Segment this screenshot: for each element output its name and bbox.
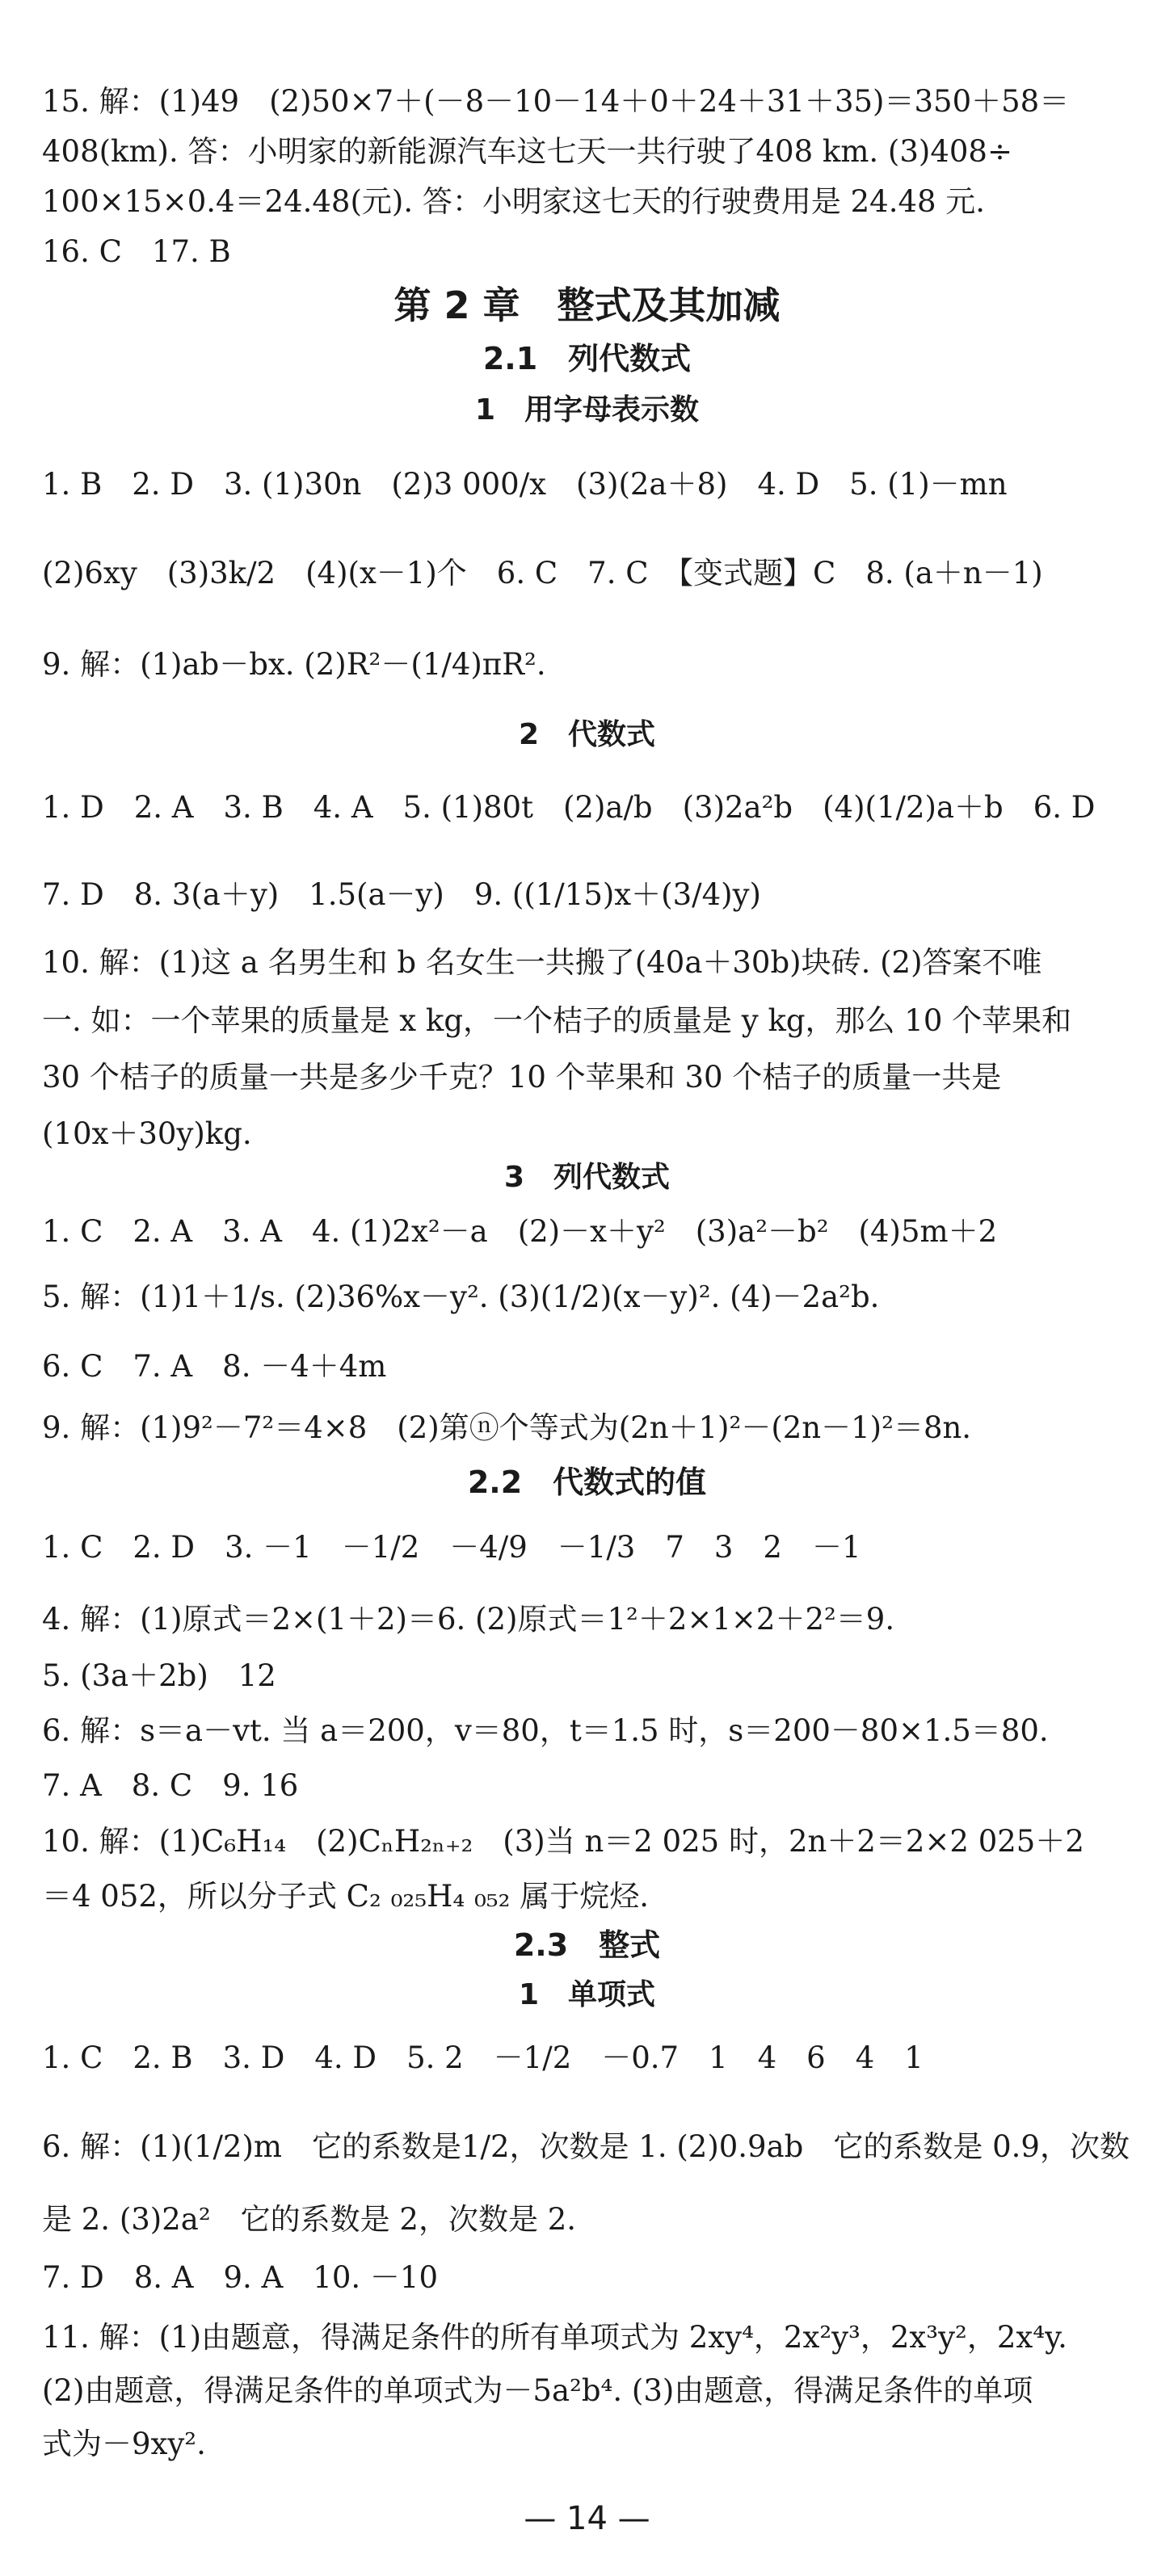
- answer-line: (10x＋30y)kg.: [42, 1116, 252, 1151]
- answer-line: 9. 解：(1)9²－7²＝4×8 (2)第ⓝ个等式为(2n＋1)²－(2n－1)²＝8n.: [42, 1410, 972, 1445]
- answer-line: 5. 解：(1)1＋1/s. (2)36%x－y². (3)(1/2)(x－y)². (4)－2a²b.: [42, 1280, 880, 1314]
- answer-line: 6. 解：s＝a－vt. 当 a＝200，v＝80，t＝1.5 时，s＝200－80×1.5＝80.: [42, 1713, 1049, 1748]
- answer-line: 是 2. (3)2a² 它的系数是 2，次数是 2.: [42, 2202, 577, 2237]
- subsection-heading: 1 单项式: [518, 1978, 656, 2011]
- section-heading: 2.1 列代数式: [482, 341, 692, 376]
- answer-line: (2)6xy (3)3k/2 (4)(x－1)个 6. C 7. C 【变式题】C 8. (a＋n－1): [42, 556, 1043, 590]
- answer-line: 一. 如：一个苹果的质量是 x kg，一个桔子的质量是 y kg，那么 10 个苹果和: [42, 1003, 1072, 1038]
- answer-line: 1. B 2. D 3. (1)30n (2)3 000/x (3)(2a＋8) 4. D 5. (1)－mn: [42, 467, 1008, 502]
- answer-line: 7. D 8. A 9. A 10. －10: [42, 2260, 438, 2295]
- answer-line: 式为－9xy².: [42, 2427, 206, 2461]
- section-heading: 2.2 代数式的值: [467, 1464, 707, 1500]
- subsection-heading: 3 列代数式: [503, 1161, 671, 1194]
- answer-line: 9. 解：(1)ab－bx. (2)R²－(1/4)πR².: [42, 647, 546, 682]
- chapter-heading: 第 2 章 整式及其加减: [393, 284, 781, 327]
- answer-line: 10. 解：(1)这 a 名男生和 b 名女生一共搬了(40a＋30b)块砖. (2)答案不唯: [42, 945, 1042, 980]
- section-heading: 2.3 整式: [513, 1927, 661, 1963]
- answer-line: 6. C 7. A 8. －4＋4m: [42, 1349, 387, 1384]
- answer-line: 10. 解：(1)C₆H₁₄ (2)CₙH₂ₙ₊₂ (3)当 n＝2 025 时，2n＋2＝2×2 025＋2: [42, 1824, 1084, 1859]
- page-number: — 14 —: [524, 2500, 650, 2537]
- answer-line: 1. C 2. A 3. A 4. (1)2x²－a (2)－x＋y² (3)a²－b² (4)5m＋2: [42, 1214, 998, 1249]
- answer-line: 4. 解：(1)原式＝2×(1＋2)＝6. (2)原式＝1²＋2×1×2＋2²＝9.: [42, 1602, 895, 1637]
- answer-line: 5. (3a＋2b) 12: [42, 1658, 276, 1693]
- answer-line: 30 个桔子的质量一共是多少千克？10 个苹果和 30 个桔子的质量一共是: [42, 1060, 1002, 1095]
- answer-line: 16. C 17. B: [42, 234, 231, 269]
- answer-line: 408(km). 答：小明家的新能源汽车这七天一共行驶了408 km. (3)408÷: [42, 134, 1012, 169]
- answer-line: 15. 解：(1)49 (2)50×7＋(－8－10－14＋0＋24＋31＋35)＝350＋58＝: [42, 84, 1070, 119]
- answer-line: 7. A 8. C 9. 16: [42, 1768, 299, 1803]
- answer-line: 1. C 2. D 3. －1 －1/2 －4/9 －1/3 7 3 2 －1: [42, 1530, 861, 1565]
- answer-line: 7. D 8. 3(a＋y) 1.5(a－y) 9. ((1/15)x＋(3/4)y): [42, 877, 761, 912]
- answer-line: (2)由题意，得满足条件的单项式为－5a²b⁴. (3)由题意，得满足条件的单项: [42, 2373, 1033, 2408]
- answer-line: 11. 解：(1)由题意，得满足条件的所有单项式为 2xy⁴，2x²y³，2x³y²，2x⁴y.: [42, 2320, 1067, 2355]
- subsection-heading: 1 用字母表示数: [474, 393, 700, 427]
- subsection-heading: 2 代数式: [518, 718, 656, 751]
- answer-line: 100×15×0.4＝24.48(元). 答：小明家这七天的行驶费用是 24.48 元.: [42, 184, 986, 219]
- answer-line: 1. D 2. A 3. B 4. A 5. (1)80t (2)a/b (3)2a²b (4)(1/2)a＋b 6. D: [42, 790, 1096, 825]
- answer-line: 1. C 2. B 3. D 4. D 5. 2 －1/2 －0.7 1 4 6 4 1: [42, 2040, 924, 2075]
- answer-line: ＝4 052，所以分子式 C₂ ₀₂₅H₄ ₀₅₂ 属于烷烃.: [42, 1879, 649, 1914]
- answer-line: 6. 解：(1)(1/2)m 它的系数是1/2，次数是 1. (2)0.9ab 它的系数是 0.9，次数: [42, 2129, 1130, 2164]
